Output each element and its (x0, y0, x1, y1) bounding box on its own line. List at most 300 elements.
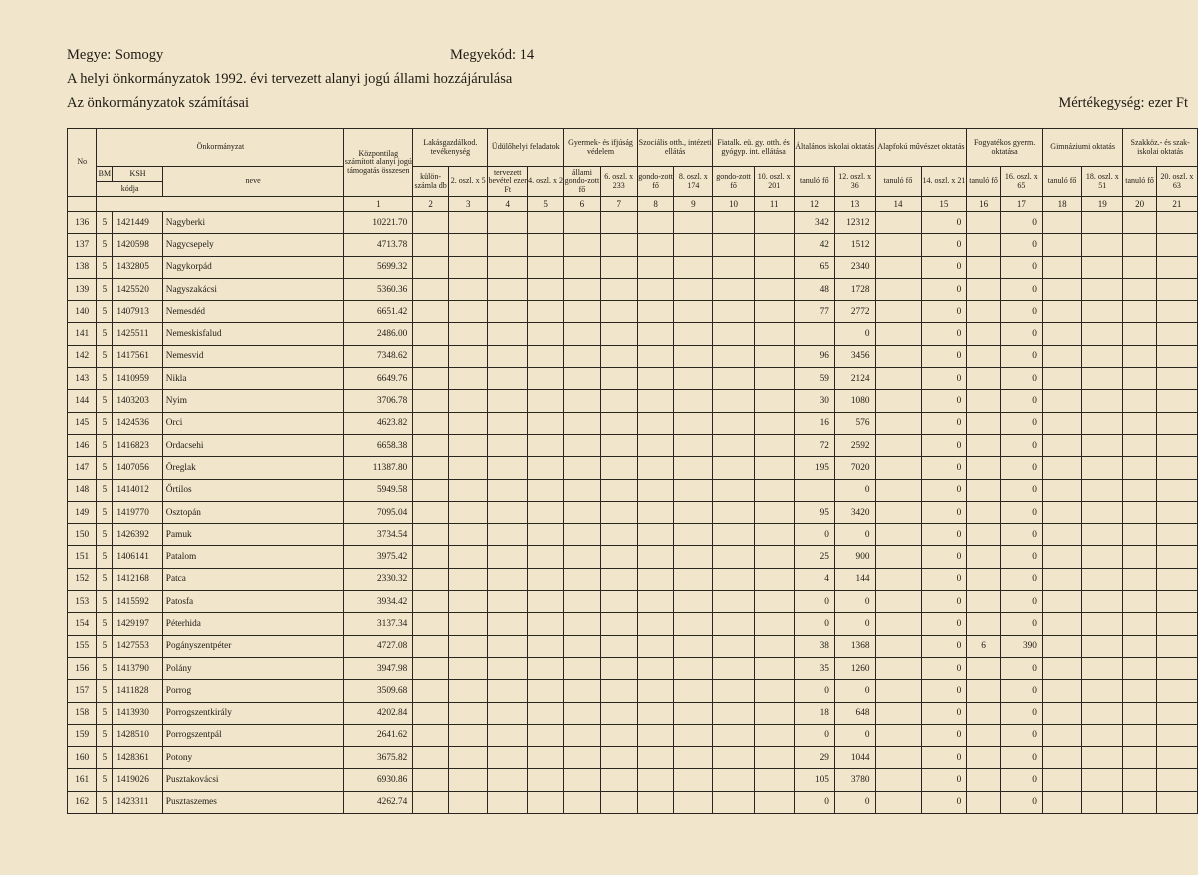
group-header: Szakköz.- és szak-iskolai oktatás (1123, 129, 1198, 167)
empty-cell (528, 278, 564, 300)
ksh-code: 1407913 (113, 301, 162, 323)
empty-cell (1042, 769, 1081, 791)
municipality-name: Őrtilos (162, 479, 344, 501)
ksh-code: 1403203 (113, 390, 162, 412)
empty-cell (600, 212, 637, 234)
general-school-pupils: 105 (794, 769, 834, 791)
empty-cell (637, 501, 673, 523)
municipality-name: Ordacsehi (162, 434, 344, 456)
empty-cell (1042, 657, 1081, 679)
general-school-pupils: 95 (794, 501, 834, 523)
county-label: Megye: Somogy (67, 47, 164, 63)
empty-cell (528, 479, 564, 501)
general-school-pupils: 25 (794, 546, 834, 568)
ksh-code: 1421449 (113, 212, 162, 234)
empty-cell (713, 524, 754, 546)
empty-cell (564, 724, 600, 746)
general-school-amount: 0 (834, 724, 875, 746)
general-school-pupils: 342 (794, 212, 834, 234)
empty-cell (488, 702, 528, 724)
empty-cell (448, 747, 487, 769)
empty-cell (713, 212, 754, 234)
empty-cell (528, 345, 564, 367)
disabled-amount: 0 (1000, 412, 1042, 434)
empty-cell (713, 546, 754, 568)
row-number: 154 (68, 613, 97, 635)
column-number: 9 (674, 197, 713, 212)
bm-code: 5 (97, 546, 113, 568)
total-support: 3675.82 (344, 747, 413, 769)
municipality-name: Polány (162, 657, 344, 679)
ksh-code: 1424536 (113, 412, 162, 434)
empty-cell (564, 434, 600, 456)
empty-cell (1082, 501, 1123, 523)
general-school-pupils: 0 (794, 524, 834, 546)
group-header: Gyermek- és ifjúság védelem (564, 129, 638, 167)
empty-cell (600, 501, 637, 523)
empty-cell (564, 479, 600, 501)
col-kodja-header: kódja (97, 182, 162, 197)
empty-cell (488, 234, 528, 256)
general-school-amount: 648 (834, 702, 875, 724)
empty-cell (637, 591, 673, 613)
ksh-code: 1411828 (113, 680, 162, 702)
empty-cell (413, 724, 449, 746)
empty-cell (875, 702, 921, 724)
empty-cell (564, 613, 600, 635)
general-school-amount: 0 (834, 591, 875, 613)
disabled-pupils (967, 747, 1001, 769)
disabled-pupils (967, 412, 1001, 434)
bm-code: 5 (97, 680, 113, 702)
empty-cell (1082, 234, 1123, 256)
municipality-name: Porrogszentkirály (162, 702, 344, 724)
empty-cell (600, 457, 637, 479)
empty-cell (564, 635, 600, 657)
empty-cell (674, 724, 713, 746)
general-school-pupils: 48 (794, 278, 834, 300)
empty-cell (875, 345, 921, 367)
ksh-code: 1415592 (113, 591, 162, 613)
bm-code: 5 (97, 747, 113, 769)
empty-cell (1042, 524, 1081, 546)
disabled-pupils (967, 769, 1001, 791)
empty-cell (413, 747, 449, 769)
total-support: 3137.34 (344, 613, 413, 635)
empty-cell (488, 301, 528, 323)
empty-cell (1156, 345, 1197, 367)
total-support: 2486.00 (344, 323, 413, 345)
empty-cell (875, 390, 921, 412)
row-number: 142 (68, 345, 97, 367)
general-school-amount: 2340 (834, 256, 875, 278)
empty-cell (413, 434, 449, 456)
row-number: 146 (68, 434, 97, 456)
sub-header: 4. oszl. x 2 (528, 167, 564, 197)
empty-cell (448, 345, 487, 367)
col-total-header: Központilag számított alanyi jogú támogatás összesen (344, 129, 413, 197)
art-school-amount: 0 (921, 635, 967, 657)
empty-cell (1042, 345, 1081, 367)
bm-code: 5 (97, 256, 113, 278)
bm-code: 5 (97, 702, 113, 724)
disabled-amount: 0 (1000, 234, 1042, 256)
empty-cell (1156, 546, 1197, 568)
total-support: 4262.74 (344, 791, 413, 813)
empty-cell (1082, 657, 1123, 679)
empty-cell (875, 791, 921, 813)
art-school-amount: 0 (921, 434, 967, 456)
empty-cell (637, 479, 673, 501)
general-school-pupils: 72 (794, 434, 834, 456)
empty-cell (637, 434, 673, 456)
empty-cell (713, 368, 754, 390)
municipality-name: Patca (162, 568, 344, 590)
empty-cell (1123, 501, 1157, 523)
ksh-code: 1428361 (113, 747, 162, 769)
empty-cell (413, 635, 449, 657)
sub-header: 16. oszl. x 65 (1000, 167, 1042, 197)
empty-cell (1156, 524, 1197, 546)
empty-cell (713, 635, 754, 657)
ksh-code: 1407056 (113, 457, 162, 479)
empty-cell (1156, 724, 1197, 746)
row-number: 150 (68, 524, 97, 546)
general-school-amount: 0 (834, 613, 875, 635)
general-school-amount: 2772 (834, 301, 875, 323)
empty-cell (448, 613, 487, 635)
bm-code: 5 (97, 323, 113, 345)
column-number: 13 (834, 197, 875, 212)
empty-cell (528, 724, 564, 746)
column-number: 15 (921, 197, 967, 212)
general-school-pupils: 29 (794, 747, 834, 769)
empty-cell (637, 301, 673, 323)
column-number: 1 (344, 197, 413, 212)
empty-cell (754, 434, 794, 456)
total-support: 5699.32 (344, 256, 413, 278)
empty-cell (754, 212, 794, 234)
disabled-amount: 390 (1000, 635, 1042, 657)
row-number: 138 (68, 256, 97, 278)
empty-cell (1123, 345, 1157, 367)
row-number: 156 (68, 657, 97, 679)
empty-cell (488, 613, 528, 635)
empty-cell (448, 390, 487, 412)
disabled-amount: 0 (1000, 546, 1042, 568)
group-header: Általános iskolai oktatás (794, 129, 875, 167)
empty-cell (413, 390, 449, 412)
empty-cell (1042, 368, 1081, 390)
empty-cell (754, 234, 794, 256)
ksh-code: 1420598 (113, 234, 162, 256)
general-school-pupils (794, 479, 834, 501)
general-school-amount: 3456 (834, 345, 875, 367)
table-row (68, 546, 1198, 568)
empty-cell (875, 680, 921, 702)
sub-header: 18. oszl. x 51 (1082, 167, 1123, 197)
empty-cell (488, 212, 528, 234)
document-subtitle: Az önkormányzatok számításai (67, 95, 249, 111)
column-number: 12 (794, 197, 834, 212)
empty-cell (637, 212, 673, 234)
empty-cell (1156, 747, 1197, 769)
empty-cell (713, 278, 754, 300)
sub-header: 20. oszl. x 63 (1156, 167, 1197, 197)
empty-cell (488, 390, 528, 412)
col-no-header: No (68, 129, 97, 197)
empty-cell (448, 212, 487, 234)
empty-cell (488, 256, 528, 278)
empty-cell (448, 546, 487, 568)
empty-cell (413, 501, 449, 523)
empty-cell (637, 702, 673, 724)
disabled-amount: 0 (1000, 345, 1042, 367)
row-number: 155 (68, 635, 97, 657)
empty-cell (1082, 680, 1123, 702)
empty-cell (674, 657, 713, 679)
art-school-amount: 0 (921, 323, 967, 345)
empty-cell (674, 501, 713, 523)
municipality-name: Patosfa (162, 591, 344, 613)
ksh-code: 1417561 (113, 345, 162, 367)
empty-cell (754, 412, 794, 434)
general-school-pupils: 195 (794, 457, 834, 479)
empty-cell (754, 769, 794, 791)
empty-cell (754, 657, 794, 679)
empty-cell (488, 479, 528, 501)
disabled-amount: 0 (1000, 501, 1042, 523)
disabled-pupils (967, 434, 1001, 456)
art-school-amount: 0 (921, 613, 967, 635)
empty-cell (564, 501, 600, 523)
column-numbers-row (68, 197, 1198, 212)
empty-cell (713, 323, 754, 345)
general-school-pupils: 0 (794, 680, 834, 702)
art-school-amount: 0 (921, 702, 967, 724)
art-school-amount: 0 (921, 212, 967, 234)
municipality-name: Porrogszentpál (162, 724, 344, 746)
bm-code: 5 (97, 457, 113, 479)
empty-cell (1156, 278, 1197, 300)
disabled-pupils (967, 501, 1001, 523)
empty-cell (600, 390, 637, 412)
empty-cell (1123, 791, 1157, 813)
bm-code: 5 (97, 234, 113, 256)
disabled-pupils (967, 524, 1001, 546)
empty-cell (637, 345, 673, 367)
empty-cell (413, 368, 449, 390)
empty-cell (637, 724, 673, 746)
table-row (68, 702, 1198, 724)
empty-cell (713, 501, 754, 523)
municipality-name: Nyim (162, 390, 344, 412)
empty-cell (413, 591, 449, 613)
empty-cell (1082, 724, 1123, 746)
empty-cell (674, 278, 713, 300)
table-row (68, 524, 1198, 546)
empty-cell (1042, 680, 1081, 702)
empty-cell (528, 702, 564, 724)
empty-cell (488, 591, 528, 613)
empty-cell (637, 635, 673, 657)
disabled-pupils (967, 657, 1001, 679)
municipality-name: Nikla (162, 368, 344, 390)
empty-cell (600, 635, 637, 657)
general-school-amount: 1512 (834, 234, 875, 256)
empty-cell (713, 390, 754, 412)
empty-cell (674, 524, 713, 546)
empty-cell (488, 524, 528, 546)
sub-header: gondo-zott fő (637, 167, 673, 197)
table-row (68, 591, 1198, 613)
empty-cell (1123, 434, 1157, 456)
empty-cell (1123, 680, 1157, 702)
disabled-pupils (967, 457, 1001, 479)
empty-cell (637, 791, 673, 813)
municipality-name: Péterhida (162, 613, 344, 635)
art-school-amount: 0 (921, 368, 967, 390)
disabled-amount: 0 (1000, 724, 1042, 746)
empty-cell (875, 769, 921, 791)
disabled-pupils (967, 568, 1001, 590)
empty-cell (754, 501, 794, 523)
empty-cell (413, 702, 449, 724)
empty-cell (564, 702, 600, 724)
empty-cell (600, 747, 637, 769)
general-school-amount: 2124 (834, 368, 875, 390)
empty-cell (1082, 635, 1123, 657)
empty-cell (1042, 212, 1081, 234)
empty-cell (1042, 613, 1081, 635)
empty-cell (600, 546, 637, 568)
table-row (68, 345, 1198, 367)
unit-label: Mértékegység: ezer Ft (1058, 95, 1188, 111)
disabled-amount: 0 (1000, 434, 1042, 456)
ksh-code: 1413790 (113, 657, 162, 679)
empty-cell (1123, 769, 1157, 791)
empty-cell (413, 301, 449, 323)
general-school-pupils: 4 (794, 568, 834, 590)
row-number: 159 (68, 724, 97, 746)
empty-cell (875, 591, 921, 613)
empty-cell (528, 769, 564, 791)
empty-cell (564, 524, 600, 546)
empty-cell (413, 234, 449, 256)
sub-header: 8. oszl. x 174 (674, 167, 713, 197)
empty-cell (875, 412, 921, 434)
bm-code: 5 (97, 278, 113, 300)
bm-code: 5 (97, 769, 113, 791)
column-number: 17 (1000, 197, 1042, 212)
empty-cell (674, 301, 713, 323)
disabled-amount: 0 (1000, 747, 1042, 769)
general-school-amount: 1044 (834, 747, 875, 769)
disabled-amount: 0 (1000, 613, 1042, 635)
empty-cell (637, 278, 673, 300)
empty-cell (674, 635, 713, 657)
empty-cell (637, 657, 673, 679)
empty-cell (528, 680, 564, 702)
art-school-amount: 0 (921, 791, 967, 813)
disabled-amount: 0 (1000, 657, 1042, 679)
ksh-code: 1410959 (113, 368, 162, 390)
empty-cell (875, 501, 921, 523)
empty-cell (413, 568, 449, 590)
sub-header: külön-számla db (413, 167, 449, 197)
empty-cell (1082, 412, 1123, 434)
empty-cell (1156, 680, 1197, 702)
empty-cell (637, 769, 673, 791)
total-support: 3975.42 (344, 546, 413, 568)
empty-cell (1156, 635, 1197, 657)
total-support: 3734.54 (344, 524, 413, 546)
empty-cell (1082, 613, 1123, 635)
disabled-pupils (967, 301, 1001, 323)
disabled-pupils (967, 680, 1001, 702)
empty-cell (564, 234, 600, 256)
empty-cell (1082, 591, 1123, 613)
group-header: Fiatalk. eü. gy. otth. és gyógyp. int. ellátása (713, 129, 794, 167)
row-number: 140 (68, 301, 97, 323)
empty-cell (713, 702, 754, 724)
table-row (68, 212, 1198, 234)
empty-cell (754, 479, 794, 501)
municipality-name: Orci (162, 412, 344, 434)
art-school-amount: 0 (921, 747, 967, 769)
bm-code: 5 (97, 657, 113, 679)
art-school-amount: 0 (921, 546, 967, 568)
empty-cell (713, 591, 754, 613)
empty-cell (875, 724, 921, 746)
empty-cell (674, 702, 713, 724)
municipality-name: Pusztakovácsi (162, 769, 344, 791)
municipality-name: Nagycsepely (162, 234, 344, 256)
empty-cell (637, 412, 673, 434)
table-row (68, 791, 1198, 813)
bm-code: 5 (97, 501, 113, 523)
table-row (68, 613, 1198, 635)
empty-cell (448, 680, 487, 702)
empty-cell (528, 591, 564, 613)
empty-cell (1156, 457, 1197, 479)
empty-cell (1123, 368, 1157, 390)
empty-cell (875, 457, 921, 479)
empty-cell (674, 568, 713, 590)
total-support: 4623.82 (344, 412, 413, 434)
disabled-pupils (967, 212, 1001, 234)
disabled-pupils (967, 591, 1001, 613)
general-school-amount: 900 (834, 546, 875, 568)
empty-cell (1042, 635, 1081, 657)
general-school-pupils: 65 (794, 256, 834, 278)
disabled-pupils (967, 390, 1001, 412)
general-school-amount: 12312 (834, 212, 875, 234)
empty-cell (713, 724, 754, 746)
bm-code: 5 (97, 613, 113, 635)
empty-cell (1156, 568, 1197, 590)
empty-cell (754, 591, 794, 613)
row-number: 161 (68, 769, 97, 791)
empty-cell (413, 345, 449, 367)
empty-cell (600, 301, 637, 323)
empty-cell (1082, 345, 1123, 367)
empty-cell (488, 769, 528, 791)
column-number: 16 (967, 197, 1001, 212)
disabled-amount: 0 (1000, 278, 1042, 300)
disabled-amount: 0 (1000, 568, 1042, 590)
empty-cell (1123, 234, 1157, 256)
